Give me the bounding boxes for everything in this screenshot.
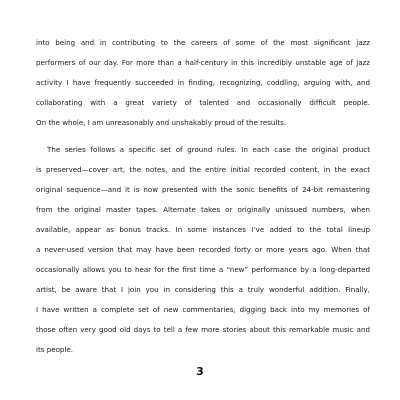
paragraph-1-line-5: On the whole, I am unreasonably and unshakably proud of the results. bbox=[36, 118, 287, 127]
paragraph-2-line-8: artist, be aware that I join you in considering this a truly wonderful addition. Finally, bbox=[36, 285, 370, 294]
paragraph-1-line-1: into being and in contributing to the careers of some of the most significant jazz bbox=[36, 38, 370, 47]
page-number: 3 bbox=[196, 365, 204, 378]
paragraph-2-line-6: a never-used version that may have been recorded forty or more years ago. When that bbox=[36, 245, 370, 254]
paragraph-1-line-3: activity I have frequently succeeded in finding, recognizing, coddling, arguing with, and bbox=[36, 78, 370, 87]
paragraph-2-line-4: from the original master tapes. Alternate takes or originally unissued numbers, when bbox=[36, 205, 370, 214]
paragraph-1-line-4: collaborating with a great variety of talented and occasionally difficult people. bbox=[36, 98, 370, 107]
paragraph-2-line-9: I have written a complete set of new commentaries, digging back into my memories of bbox=[36, 305, 370, 314]
paragraph-2-line-2: is preserved—cover art, the notes, and the entire initial recorded content, in the exact bbox=[36, 165, 370, 174]
paragraph-2-line-1: The series follows a specific set of ground rules. In each case the original product bbox=[47, 145, 370, 154]
paragraph-2-line-3: original sequence—and it is now presented with the sonic benefits of 24-bit remastering bbox=[36, 185, 370, 194]
paragraph-2-line-11: its people. bbox=[36, 345, 74, 354]
paragraph-2-line-7: occasionally allows you to hear for the first time a “new” performance by a long-departed bbox=[36, 265, 370, 274]
paragraph-1-line-2: performers of our day. For more than a half-century in this incredibly unstable age of jazz bbox=[36, 58, 370, 67]
paragraph-2-line-10: those often very good old days to tell a few more stories about this remarkable music and bbox=[36, 325, 370, 334]
paragraph-2-line-5: available, appear as bonus tracks. In some instances I’ve added to the total lineup bbox=[36, 225, 370, 234]
